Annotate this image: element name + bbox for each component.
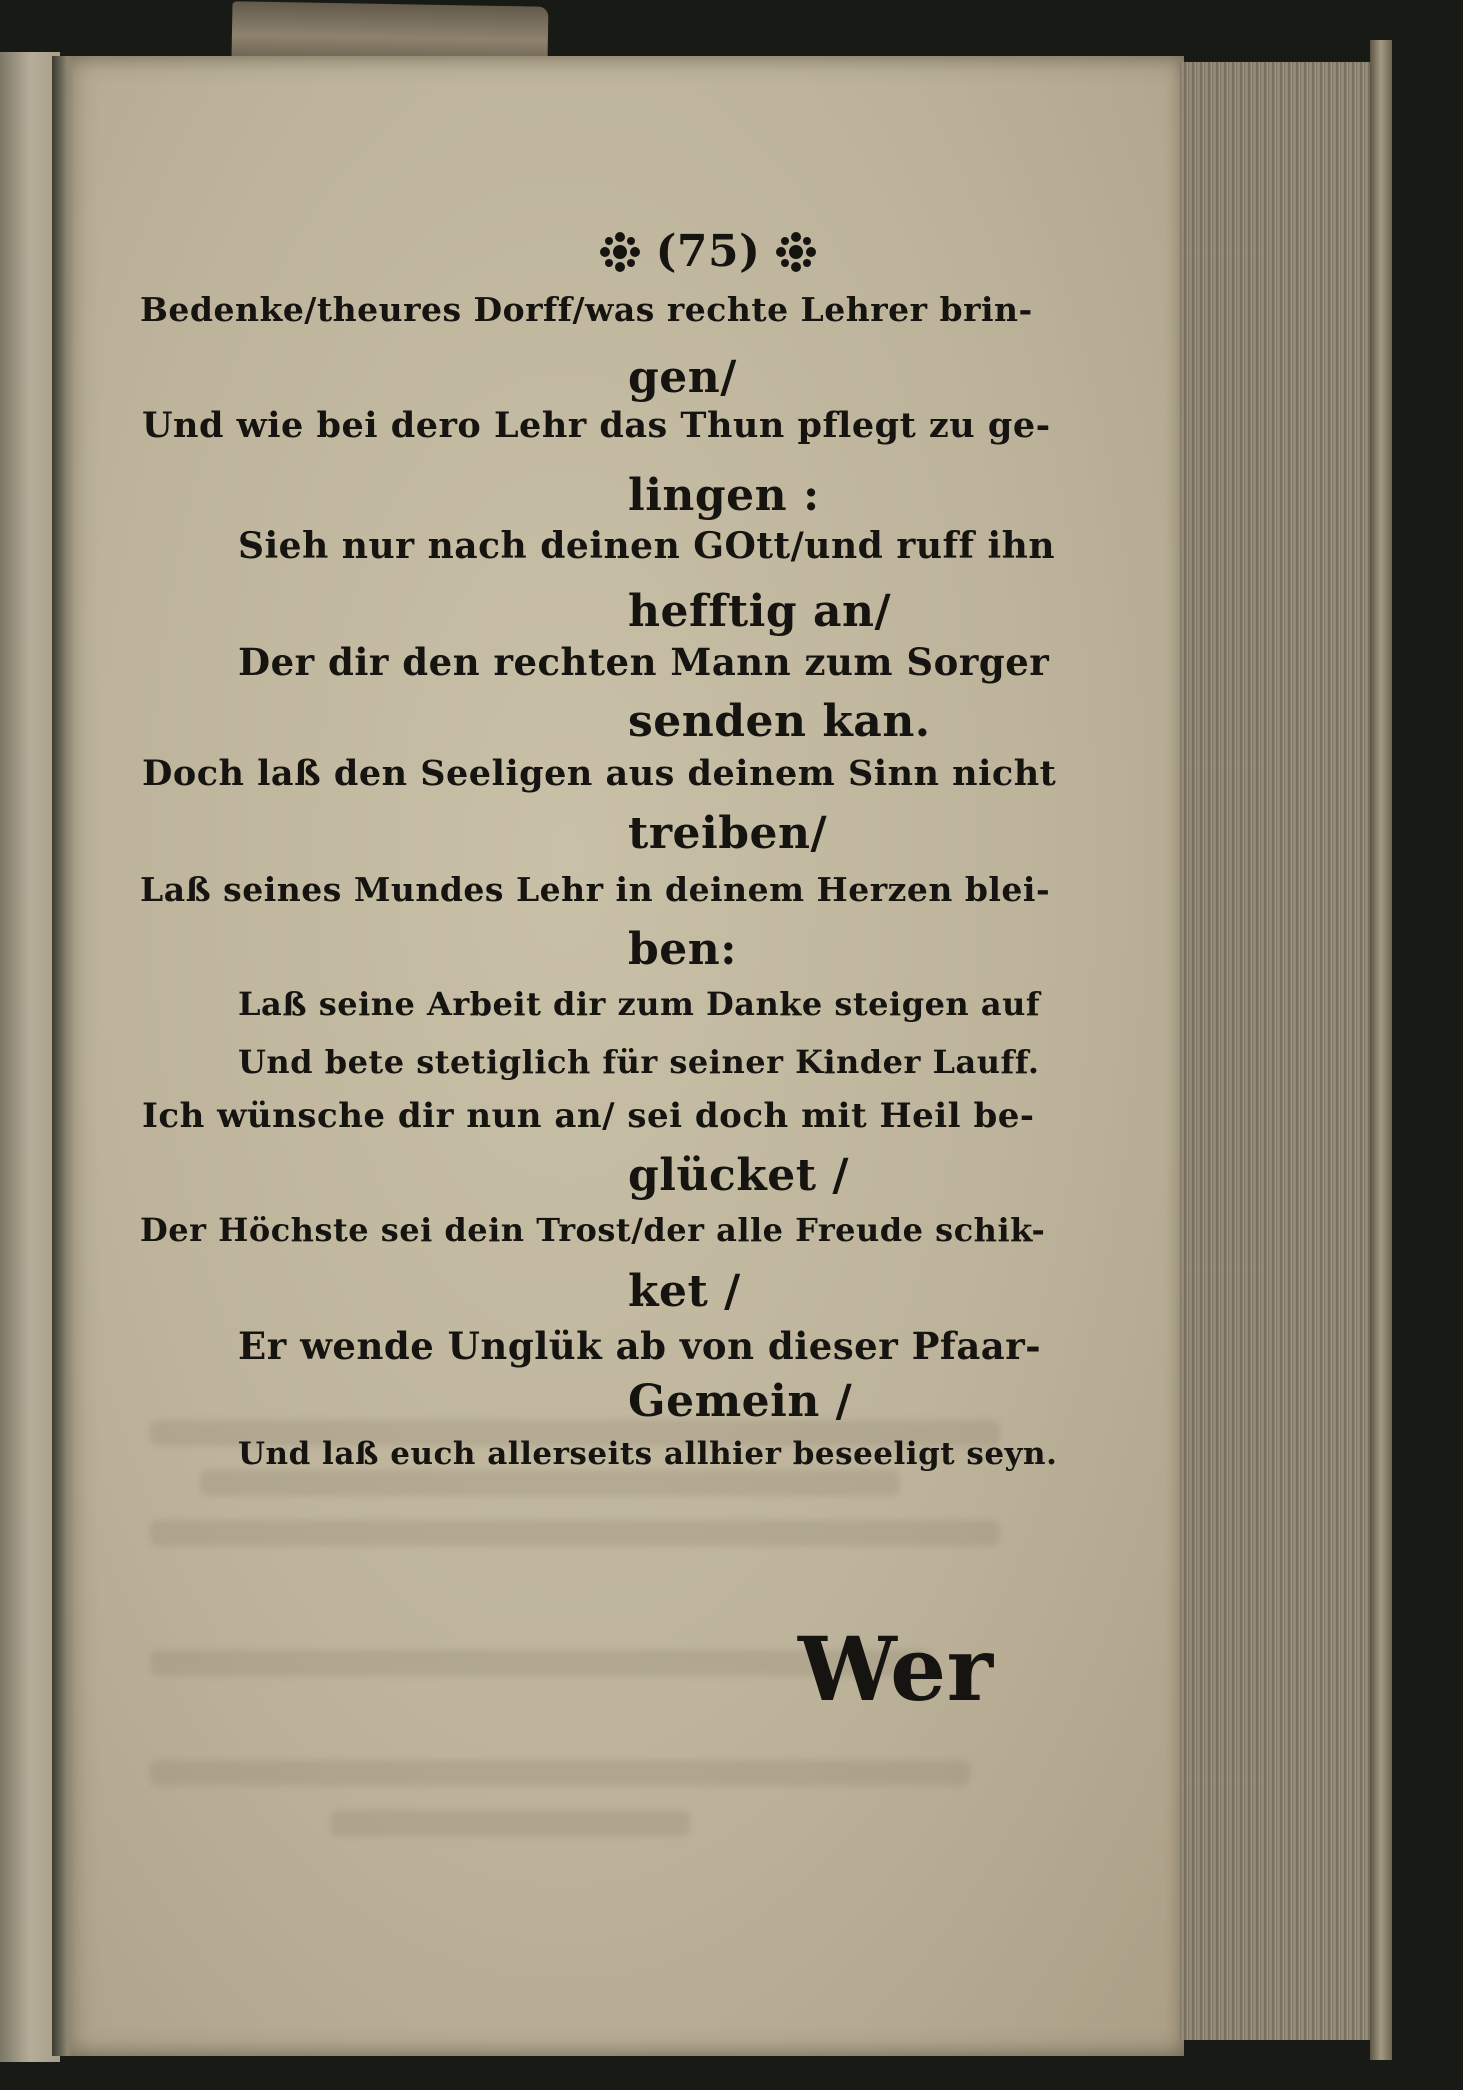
page-text: [58, 56, 1184, 2056]
flower-ornament-icon: [600, 232, 640, 272]
text-line: ket /: [628, 1266, 741, 1317]
text-line: Und bete stetiglich für seiner Kinder Lauff.: [238, 1043, 1040, 1081]
page-header: [278, 226, 1138, 278]
text-line: Der dir den rechten Mann zum Sorger: [238, 640, 1050, 684]
text-line: Sieh nur nach deinen GOtt/und ruff ihn: [238, 525, 1056, 567]
text-line: Laß seines Mundes Lehr in deinem Herzen blei-: [140, 870, 1051, 909]
text-line: Der Höchste sei dein Trost/der alle Freude schik-: [140, 1211, 1046, 1249]
page-number: (75): [655, 226, 761, 277]
text-line: senden kan.: [628, 696, 931, 747]
text-line: treiben/: [628, 808, 828, 859]
text-line: gen/: [628, 352, 737, 403]
page-stack-edges: [1180, 62, 1375, 2040]
flower-ornament-icon: [776, 232, 816, 272]
text-line: Er wende Unglük ab von dieser Pfaar-: [238, 1324, 1042, 1368]
text-line: Und laß euch allerseits allhier beseeligt seyn.: [238, 1436, 1058, 1472]
text-line: lingen :: [628, 470, 820, 521]
text-line: glücket /: [628, 1150, 849, 1201]
catchword: Wer: [798, 1617, 994, 1721]
text-line: Laß seine Arbeit dir zum Danke steigen auf: [238, 985, 1041, 1023]
text-line: Und wie bei dero Lehr das Thun pflegt zu ge-: [142, 405, 1051, 446]
text-line: Doch laß den Seeligen aus deinem Sinn nicht: [142, 753, 1057, 794]
book-cover-edge: [1370, 40, 1392, 2060]
left-page-edge: [0, 52, 60, 2062]
text-line: hefftig an/: [628, 586, 892, 637]
text-line: ben:: [628, 924, 737, 975]
text-line: Bedenke/theures Dorff/was rechte Lehrer brin-: [140, 290, 1033, 329]
bookmark-tab: [232, 1, 549, 63]
text-line: Gemein /: [628, 1376, 853, 1427]
text-line: Ich wünsche dir nun an/ sei doch mit Heil be-: [142, 1096, 1035, 1136]
